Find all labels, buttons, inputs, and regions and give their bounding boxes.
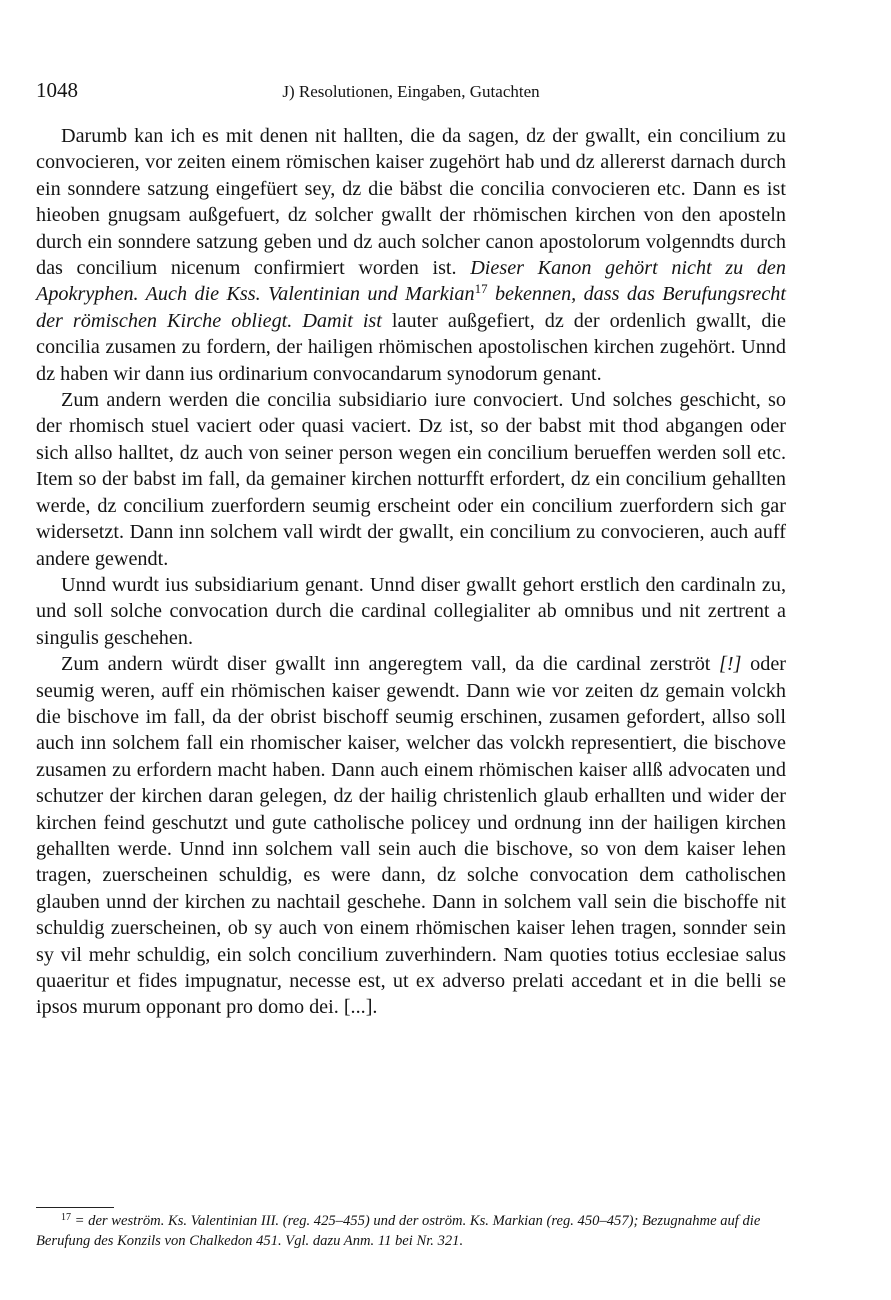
footnote-17	[36, 1211, 786, 1251]
footnote-text: = der weström. Ks. Valentinian III. (reg. 425–455) und der oström. Ks. Markian (reg. 450–457); Bezugnahme auf die Berufung des Konzils von Chalkedon 451. Vgl. dazu Anm. 11 bei Nr. 321.	[36, 1213, 761, 1249]
paragraph-4-text-c: oder seumig weren, auff ein rhömischen kaiser gewendt. Dann wie vor zeiten dz gemain volckh die bischove im fall, da der obrist bischoff seumig erschinen, zusamen gefordert, allso soll auch inn solchem fall ein rhomischer kaiser, welcher das volckh representiert, die bischove zusamen zu erfordern macht haben. Dann auch einem rhömischen kaiser allß advocaten und schutzer der kirchen daran gelegen, dz der hailig christenlich glaub erhallten und wider der kirchen feind geschutzt und gute catholische policey und ordnung inn der hailigen kirchen gehallten werde. Unnd inn solchem vall sein auch die bischove, so von dem kaiser lehen tragen, zuerscheinen schuldig, es were dann, dz solche convocation dem catholischen glauben unnd der kirchen zu nachtail geschehe. Dann in solchem vall sein die bischoffe nit schuldig zuerscheinen, ob sy auch von einem rhömischen kaiser lehen tragen, sonnder sein sy vil mehr schuldig, ein solch concilium zuverhindern. Nam quoties totius ecclesiae salus quaeritur et fides impugnatur, necesse est, ut ex adverso prelati accedant et in die belli se ipsos murum opponant pro domo dei. [...].	[36, 653, 786, 1019]
paragraph-1-text-d: lauter außgefiert, dz der ordenlich gwallt, die concilia zusamen zu fordern, der hailigen rhömischen apostolischen kirchen zugehört. Unnd dz haben wir dann ius ordinarium convocandarum synodorum genant.	[36, 309, 786, 385]
footnote-reference[interactable]: 17	[474, 281, 488, 297]
page-header	[36, 78, 786, 108]
running-head: J) Resolutionen, Eingaben, Gutachten	[282, 82, 540, 101]
paragraph-1-italic-b: Dieser Kanon gehört nicht zu den Apokryphen. Auch die Kss. Valentinian und Markian	[36, 257, 786, 306]
footnote-number: 17	[61, 1212, 71, 1223]
paragraph-2: Zum andern werden die concilia subsidiario iure convociert. Und solches geschicht, so der rhomisch stuel vaciert oder quasi vaciert. Dz ist, so der babst mit thod abgangen oder sich allso halltet, dz auch von seiner person wegen ein concilium berueffen werden soll etc. Item so der babst im fall, da gemainer kirchen notturfft erfordert, dz ein concilium gehallten werde, dz concilium zuerfordern seumig erscheint oder ein concilium zuerfordern sich gar widersetzt. Dann inn solchem vall wirdt der gwallt, ein concilium zu convocieren, auch auff andere gewendt.	[36, 389, 786, 570]
paragraph-1-italic-c: bekennen, dass das Berufungsrecht der römischen Kirche obliegt. Damit ist	[36, 283, 786, 332]
page-number: 1048	[36, 78, 78, 102]
paragraph-4	[36, 651, 786, 1021]
paragraph-1	[36, 123, 786, 387]
main-text	[36, 123, 786, 1021]
paragraph-4-editorial-mark: [!]	[719, 653, 742, 676]
paragraph-3: Unnd wurdt ius subsidiarium genant. Unnd diser gwallt gehort erstlich den cardinaln zu, und soll solche convocation durch die cardinal collegialiter ab omnibus und nit zertrent a singulis geschehen.	[36, 573, 786, 649]
paragraph-4-text-a: Zum andern würdt diser gwallt inn angeregtem vall, da die cardinal zerströt	[61, 653, 711, 676]
footnote-divider	[36, 1207, 114, 1208]
paragraph-1-text-a: Darumb kan ich es mit denen nit hallten, die da sagen, dz der gwallt, ein concilium zu convocieren, vor zeiten einem römischen kaiser zugehört hab und dz allererst darnach durch ein sonndere satzung eingefüert sey, dz die bäbst die concilia convocieren etc. Dann es ist hieoben gnugsam außgefuert, dz solcher gwallt der rhömischen kirchen von den aposteln durch ein sonndere satzung geben und dz auch solcher canon apostolorum volgenndts durch das concilium nicenum confirmiert worden ist.	[36, 125, 786, 280]
